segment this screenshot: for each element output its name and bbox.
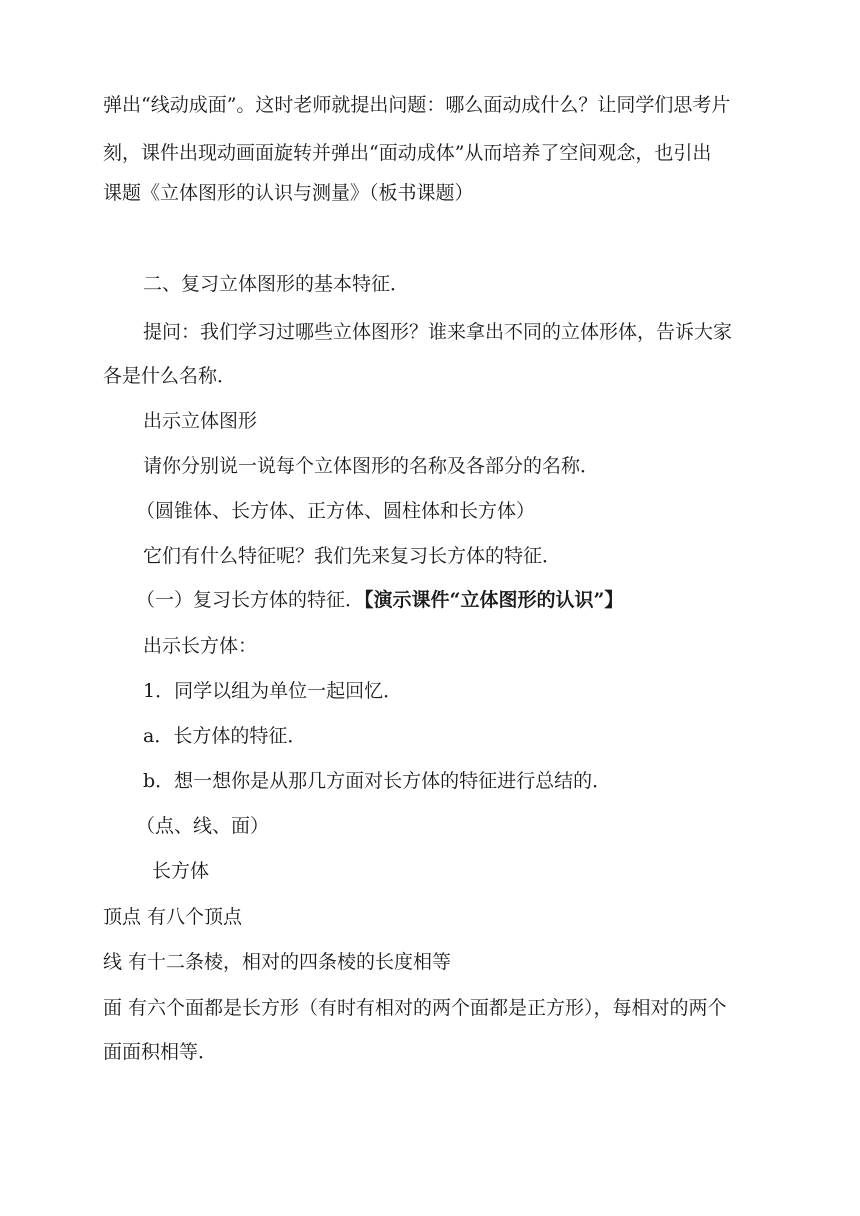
show-shapes-line: 出示立体图形 (143, 410, 258, 432)
step-a-line: a．长方体的特征． (143, 725, 307, 747)
prompt-line: 请你分别说一说每个立体图形的名称及各部分的名称． (143, 455, 600, 477)
section-heading: 二、复习立体图形的基本特征． (143, 273, 410, 295)
paragraph-line-2: 刻，课件出现动画面旋转并弹出“面动成体”从而培养了空间观念，也引出 (103, 142, 712, 164)
subsection-title: （一）复习长方体的特征． (136, 589, 365, 611)
shapes-list-line: （圆锥体、长方体、正方体、圆柱体和长方体） (136, 500, 536, 522)
question-line-1: 提问：我们学习过哪些立体图形？谁来拿出不同的立体形体，告诉大家 (143, 321, 733, 343)
step-b-line: b．想一想你是从那几方面对长方体的特征进行总结的． (143, 770, 612, 792)
face-row-line-1: 面 有六个面都是长方形（有时有相对的两个面都是正方形），每相对的两个 (103, 997, 727, 1019)
show-cuboid-line: 出示长方体： (143, 635, 258, 657)
point-line-face-line: （点、线、面） (136, 815, 270, 837)
subsection-line (136, 588, 623, 612)
paragraph-line-1: 弹出“线动成面”。这时老师就提出问题：哪么面动成什么？让同学们思考片 (103, 94, 731, 116)
edge-row: 线 有十二条棱，相对的四条棱的长度相等 (103, 951, 452, 973)
question-line-2: 各是什么名称． (103, 365, 237, 387)
face-row-line-2: 面面积相等． (103, 1041, 218, 1063)
cuboid-label: 长方体 (152, 860, 210, 882)
vertex-row: 顶点 有八个顶点 (103, 906, 243, 928)
features-question-line: 它们有什么特征呢？我们先来复习长方体的特征． (143, 545, 562, 567)
step-1-line: 1．同学以组为单位一起回忆． (143, 680, 403, 702)
paragraph-line-3: 课题《立体图形的认识与测量》（板书课题） (103, 182, 474, 204)
demo-courseware-note: 【演示课件“立体图形的认识”】 (364, 589, 624, 611)
